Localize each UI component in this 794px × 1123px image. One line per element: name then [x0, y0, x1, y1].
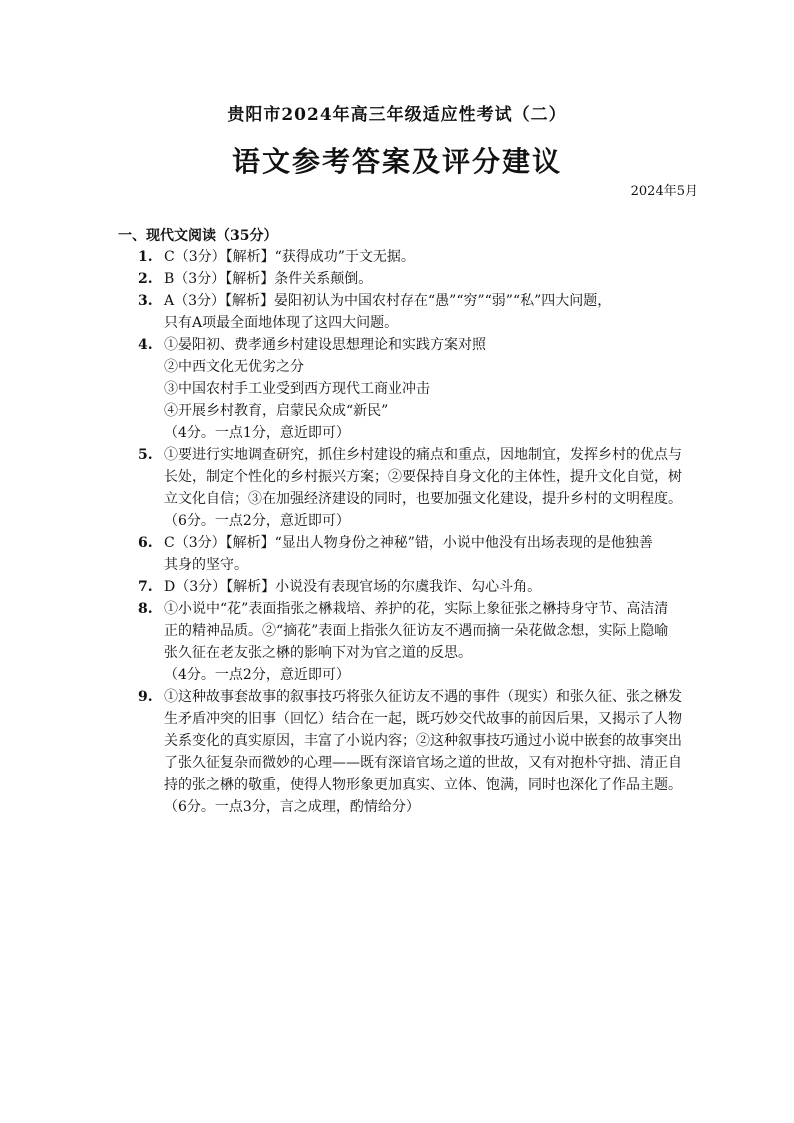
answer-line: 持的张之楙的敬重，使得人物形象更加真实、立体、饱满，同时也深化了作品主题。: [164, 777, 682, 793]
answer-line: A（3分）【解析】晏阳初认为中国农村存在“愚”“穷”“弱”“私”四大问题，: [164, 293, 612, 309]
answer-line: （6分。一点2分，意近即可）: [164, 513, 350, 529]
answer-body: [164, 576, 658, 598]
answer-body: [164, 246, 658, 268]
answer-body: [164, 598, 668, 686]
answer-line: D（3分）【解析】小说没有表现官场的尔虞我诈、勾心斗角。: [164, 579, 542, 595]
answer-line: 生矛盾冲突的旧事（回忆）结合在一起，既巧妙交代故事的前因后果，又揭示了人物: [164, 711, 682, 727]
section-heading: 一、现代文阅读（35分）: [118, 228, 278, 244]
answer-number: 1.: [138, 249, 153, 265]
answer-body: [164, 532, 658, 576]
answer-line: ④开展乡村教育，启蒙民众成“新民”: [164, 403, 389, 419]
exam-subtitle: 贵阳市2024年高三年级适应性考试（二）: [227, 105, 567, 125]
answer-number: 5.: [138, 447, 153, 463]
answer-line: ①这种故事套故事的叙事技巧将张久征访友不遇的事件（现实）和张久征、张之楙发: [164, 689, 682, 705]
answer-body: [164, 686, 682, 818]
exam-date: 2024年5月: [630, 184, 698, 199]
answer-number: 6.: [138, 535, 153, 551]
answer-body: [164, 290, 658, 334]
answer-line: B（3分）【解析】条件关系颠倒。: [164, 271, 373, 287]
answer-item: [138, 686, 682, 818]
answer-line: ③中国农村手工业受到西方现代工商业冲击: [164, 381, 430, 397]
answer-item: [138, 268, 658, 290]
answer-item: [138, 576, 658, 598]
answer-line: ①小说中“花”表面指张之楙栽培、养护的花，实际上象征张之楙持身守节、高洁清: [164, 601, 669, 617]
answer-line: 正的精神品质。②“摘花”表面上指张久征访友不遇而摘一朵花做念想，实际上隐喻: [164, 623, 669, 639]
answer-number: 7.: [138, 579, 153, 595]
answer-number: 8.: [138, 601, 153, 617]
answer-list: [138, 246, 682, 818]
answer-line: C（3分）【解析】“显出人物身份之神秘”错，小说中他没有出场表现的是他独善: [164, 535, 653, 551]
answer-line: 关系变化的真实原因，丰富了小说内容；②这种叙事技巧通过小说中嵌套的故事突出: [164, 733, 682, 749]
answer-line: ②中西文化无优劣之分: [164, 359, 304, 375]
answer-line: C（3分）【解析】“获得成功”于文无据。: [164, 249, 415, 265]
answer-line: （6分。一点3分，言之成理，酌情给分）: [164, 799, 420, 815]
answer-line: 张久征在老友张之楙的影响下对为官之道的反思。: [164, 645, 472, 661]
answer-item: [138, 334, 658, 444]
answer-line: 长处，制定个性化的乡村振兴方案；②要保持自身文化的主体性，提升文化自觉，树: [164, 469, 682, 485]
answer-item: [138, 598, 669, 686]
answer-body: [164, 268, 658, 290]
answer-number: 3.: [138, 293, 153, 309]
answer-item: [138, 532, 658, 576]
answer-line: （4分。一点1分，意近即可）: [164, 425, 350, 441]
answer-item: [138, 444, 682, 532]
answer-line: 了张久征复杂而微妙的心理——既有深谙官场之道的世故，又有对抱朴守拙、清正自: [164, 755, 682, 771]
answer-line: （4分。一点2分，意近即可）: [164, 667, 350, 683]
answer-number: 4.: [138, 337, 153, 353]
answer-line: 只有A项最全面地体现了这四大问题。: [164, 315, 399, 331]
answer-line: 其身的坚守。: [164, 557, 248, 573]
answer-number: 2.: [138, 271, 153, 287]
answer-body: [164, 334, 658, 444]
page-title: 语文参考答案及评分建议: [231, 145, 562, 178]
answer-line: ①要进行实地调查研究，抓住乡村建设的痛点和重点，因地制宜，发挥乡村的优点与: [164, 447, 682, 463]
answer-item: [138, 290, 658, 334]
answer-number: 9.: [138, 689, 153, 705]
answer-body: [164, 444, 682, 532]
answer-line: 立文化自信；③在加强经济建设的同时，也要加强文化建设，提升乡村的文明程度。: [164, 491, 682, 507]
answer-item: [138, 246, 658, 268]
answer-line: ①晏阳初、费孝通乡村建设思想理论和实践方案对照: [164, 337, 486, 353]
